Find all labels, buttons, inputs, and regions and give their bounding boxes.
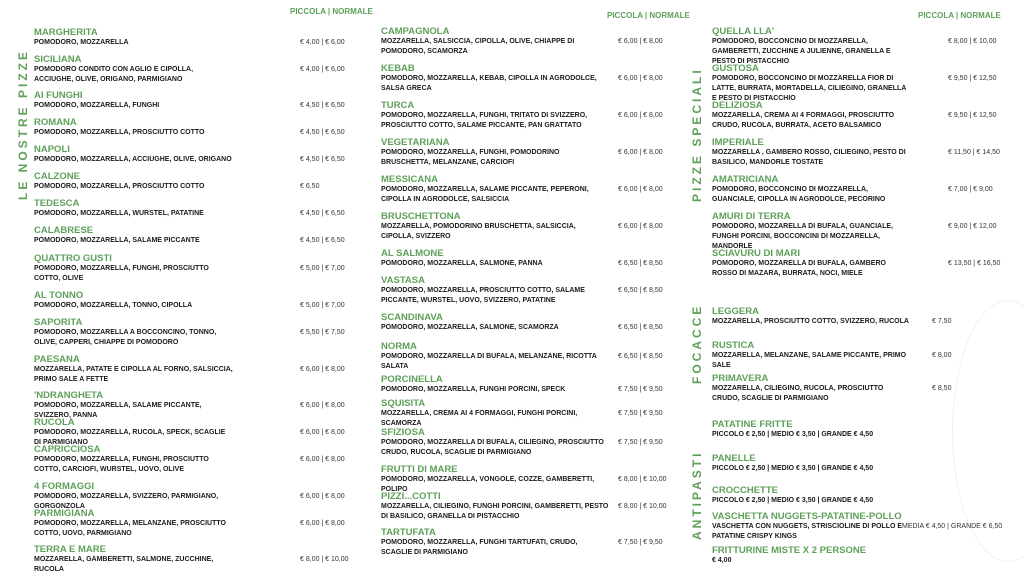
item-description: POMODORO, BOCCONCINO DI MOZZARELLA, GUANCIALE, CIPOLLA IN AGRODOLCE, PECORINO xyxy=(712,186,886,203)
item-description: PICCOLO € 2,50 | MEDIO € 3,50 | GRANDE € 4,50 xyxy=(712,431,874,438)
item-description: POMODORO, MOZZARELLA, FUNGHI, PROSCIUTTO COTTO, OLIVE xyxy=(34,265,209,282)
pizza-item xyxy=(34,90,234,111)
item-price: € 5,00 | € 7,00 xyxy=(300,265,345,272)
speciale-item xyxy=(712,63,912,104)
section-title-antipasti: ANTIPASTI xyxy=(690,450,704,540)
item-price: € 6,50 | € 8,50 xyxy=(618,353,663,360)
item-description: POMODORO, BOCCONCINO DI MOZZARELLA, GAMBERETTI, ZUCCHINE A JULIENNE, GRANELLA E PESTO DI PISTACCHIO xyxy=(712,38,891,65)
item-price: € 6,50 | € 8,50 xyxy=(618,287,663,294)
pizza-item xyxy=(34,198,234,219)
item-description: POMODORO, MOZZARELLA, FUNGHI PORCINI, SPECK xyxy=(381,386,566,393)
item-description: MOZZARELLA, PATATE E CIPOLLA AL FORNO, SALSICCIA, PRIMO SALE A FETTE xyxy=(34,366,233,383)
item-name: BRUSCHETTONA xyxy=(381,211,461,222)
item-price: € 9,00 | € 12,00 xyxy=(948,223,997,230)
item-price: € 4,00 | € 6,00 xyxy=(300,66,345,73)
item-price: € 5,00 | € 7,00 xyxy=(300,302,345,309)
item-description: POMODORO, MOZZARELLA, SALAME PICCANTE, SVIZZERO, PANNA xyxy=(34,402,202,419)
item-name: MESSICANA xyxy=(381,174,439,185)
item-name: FRITTURINE MISTE X 2 PERSONE xyxy=(712,545,867,556)
pizza-item xyxy=(34,290,234,311)
item-description: € 4,00 xyxy=(712,557,732,564)
item-name: SICILIANA xyxy=(34,54,82,65)
item-price: € 7,50 | € 9,50 xyxy=(618,410,663,417)
item-description: POMODORO, MOZZARELLA DI BUFALA, GAMBERO ROSSO DI MAZARA, BURRATA, NOCI, MIELE xyxy=(712,260,886,277)
item-price: € 6,00 | € 8,00 xyxy=(300,366,345,373)
item-price: € 7,50 | € 9,50 xyxy=(618,386,663,393)
item-name: PIZZI...COTTI xyxy=(381,491,441,502)
item-name: MARGHERITA xyxy=(34,27,98,38)
item-price: € 6,00 | € 8,00 xyxy=(618,112,663,119)
pizza-item xyxy=(381,341,609,372)
item-description: POMODORO, MOZZARELLA, FUNGHI, TRITATO DI SVIZZERO, PROSCIUTTO COTTO, SALAME PICCANTE, PAN GRATTATO xyxy=(381,112,588,129)
speciale-item xyxy=(712,100,912,131)
item-price: € 8,00 | € 10,00 xyxy=(300,556,349,563)
item-name: TURCA xyxy=(381,100,415,111)
item-description: MOZZARELLA , GAMBERO ROSSO, CILIEGINO, PESTO DI BASILICO, MANDORLE TOSTATE xyxy=(712,149,906,166)
pizza-item xyxy=(381,398,609,429)
item-name: TERRA E MARE xyxy=(34,544,106,555)
item-price: € 8,00 | € 10,00 xyxy=(948,38,997,45)
item-price: € 6,00 | € 8,00 xyxy=(618,75,663,82)
item-price: € 7,50 xyxy=(932,318,952,325)
pizza-item xyxy=(34,117,234,138)
item-description: POMODORO, MOZZARELLA, PROSCIUTTO COTTO, SALAME PICCANTE, WURSTEL, UOVO, SVIZZERO, PATATINE xyxy=(381,287,585,304)
item-description: MOZZARELLA, CILIEGINO, RUCOLA, PROSCIUTTO CRUDO, SCAGLIE DI PARMIGIANO xyxy=(712,385,884,402)
antipasto-item xyxy=(712,485,912,506)
item-name: LEGGERA xyxy=(712,306,759,317)
item-name: PARMIGIANA xyxy=(34,508,95,519)
section-title-focacce: FOCACCE xyxy=(690,303,704,384)
pizza-item xyxy=(381,491,609,522)
item-price: € 9,50 | € 12,50 xyxy=(948,112,997,119)
item-price: € 6,00 | € 8,00 xyxy=(618,38,663,45)
item-price: € 4,50 | € 6,50 xyxy=(300,102,345,109)
pizza-item xyxy=(381,312,609,333)
item-description: POMODORO, MOZZARELLA xyxy=(34,39,129,46)
item-description: MOZZARELLA, CREMA AI 4 FORMAGGI, FUNGHI PORCINI, SCAMORZA xyxy=(381,410,578,427)
pizza-item xyxy=(34,171,234,192)
item-description: POMODORO, MOZZARELLA, SVIZZERO, PARMIGIANO, GORGONZOLA xyxy=(34,493,219,510)
col2-price-header: PICCOLA | NORMALE xyxy=(607,11,690,20)
pizza-item xyxy=(381,174,609,205)
pizza-item xyxy=(381,374,609,395)
item-price: € 6,00 | € 8,00 xyxy=(300,520,345,527)
speciale-item xyxy=(712,248,912,279)
speciale-item xyxy=(712,211,912,252)
pizza-item xyxy=(34,27,234,48)
speciale-item xyxy=(712,174,912,205)
item-description: POMODORO, MOZZARELLA, RUCOLA, SPECK, SCAGLIE DI PARMIGIANO xyxy=(34,429,226,446)
item-description: POMODORO, BOCCONCINO DI MOZZARELLA FIOR DI LATTE, BURRATA, MORTADELLA, CILIEGINO, GRANELLA E PESTO DI PISTACCHIO xyxy=(712,75,907,102)
pizza-item xyxy=(381,137,609,168)
item-name: SCANDINAVA xyxy=(381,312,443,323)
item-name: GUSTOSA xyxy=(712,63,759,74)
item-description: POMODORO, MOZZARELLA, SALAME PICCANTE xyxy=(34,237,200,244)
antipasto-item xyxy=(712,511,912,542)
item-name: 'NDRANGHETA xyxy=(34,390,104,401)
item-description: POMODORO, MOZZARELLA A BOCCONCINO, TONNO, OLIVE, CAPPERI, CHIAPPE DI POMODORO xyxy=(34,329,217,346)
focaccia-item xyxy=(712,306,912,327)
pizza-item xyxy=(34,225,234,246)
col1-price-header: PICCOLA | NORMALE xyxy=(290,7,373,16)
item-price: € 6,50 xyxy=(300,183,320,190)
item-description: POMODORO, MOZZARELLA, SALAME PICCANTE, PEPERONI, CIPOLLA IN AGRODOLCE, SALSICCIA xyxy=(381,186,589,203)
pizza-item xyxy=(34,317,234,348)
pizza-item xyxy=(34,508,234,539)
item-description: MOZZARELLA, CREMA AI 4 FORMAGGI, PROSCIUTTO CRUDO, RUCOLA, BURRATA, ACETO BALSAMICO xyxy=(712,112,895,129)
section-title-pizze: LE NOSTRE PIZZE xyxy=(16,48,30,200)
antipasto-item xyxy=(712,545,912,566)
item-description: POMODORO, MOZZARELLA, FUNGHI xyxy=(34,102,160,109)
item-description: POMODORO, MOZZARELLA, FUNGHI, POMODORINO BRUSCHETTA, MELANZANE, CARCIOFI xyxy=(381,149,560,166)
pizza-item xyxy=(381,427,609,458)
item-name: VASCHETTA NUGGETS-PATATINE-POLLO xyxy=(712,511,902,522)
item-description: POMODORO, MOZZARELLA, PROSCIUTTO COTTO xyxy=(34,183,205,190)
pizza-item xyxy=(34,253,234,284)
item-description: POMODORO, MOZZARELLA, ACCIUGHE, OLIVE, ORIGANO xyxy=(34,156,232,163)
pizza-item xyxy=(34,354,234,385)
item-price: MEDIA € 4,50 | GRANDE € 6,50 xyxy=(902,523,1003,530)
pizza-item xyxy=(381,26,609,57)
item-name: PRIMAVERA xyxy=(712,373,769,384)
item-description: POMODORO CONDITO CON AGLIO E CIPOLLA, ACCIUGHE, OLIVE, ORIGANO, PARMIGIANO xyxy=(34,66,194,83)
pizza-item xyxy=(34,144,234,165)
item-description: PICCOLO € 2,50 | MEDIO € 3,50 | GRANDE € 4,50 xyxy=(712,465,874,472)
item-price: € 6,00 | € 8,00 xyxy=(618,186,663,193)
item-price: € 6,00 | € 8,00 xyxy=(300,402,345,409)
item-name: PATATINE FRITTE xyxy=(712,419,793,430)
item-name: AI FUNGHI xyxy=(34,90,83,101)
item-price: € 6,00 | € 8,00 xyxy=(300,456,345,463)
item-description: POMODORO, MOZZARELLA, KEBAB, CIPOLLA IN AGRODOLCE, SALSA GRECA xyxy=(381,75,597,92)
item-description: POMODORO, MOZZARELLA DI BUFALA, MELANZANE, RICOTTA SALATA xyxy=(381,353,597,370)
pizza-item xyxy=(381,248,609,269)
item-name: CALZONE xyxy=(34,171,80,182)
speciale-item xyxy=(712,26,912,67)
item-name: CAMPAGNOLA xyxy=(381,26,450,37)
col3-price-header: PICCOLA | NORMALE xyxy=(918,11,1001,20)
item-name: PAESANA xyxy=(34,354,80,365)
item-name: CROCCHETTE xyxy=(712,485,778,496)
pizza-item xyxy=(34,444,234,475)
item-name: AMATRICIANA xyxy=(712,174,779,185)
item-price: € 8,00 xyxy=(932,352,952,359)
pizza-item xyxy=(381,63,609,94)
item-description: POMODORO, MOZZARELLA, SALMONE, PANNA xyxy=(381,260,543,267)
item-name: SQUISITA xyxy=(381,398,426,409)
item-price: € 7,50 | € 9,50 xyxy=(618,539,663,546)
item-name: TARTUFATA xyxy=(381,527,436,538)
item-name: TEDESCA xyxy=(34,198,80,209)
item-name: KEBAB xyxy=(381,63,415,74)
item-name: 4 FORMAGGI xyxy=(34,481,95,492)
item-description: MOZZARELLA, POMODORINO BRUSCHETTA, SALSICCIA, CIPOLLA, SVIZZERO xyxy=(381,223,576,240)
item-description: POMODORO, MOZZARELLA DI BUFALA, CILIEGINO, PROSCIUTTO CRUDO, RUCOLA, SCAGLIE DI PARMIGIANO xyxy=(381,439,604,456)
item-description: MOZZARELLA, CILIEGINO, FUNGHI PORCINI, GAMBERETTI, PESTO DI BASILICO, GRANELLA DI PISTACCHIO xyxy=(381,503,609,520)
item-name: AL TONNO xyxy=(34,290,84,301)
item-description: POMODORO, MOZZARELLA, TONNO, CIPOLLA xyxy=(34,302,193,309)
item-name: PANELLE xyxy=(712,453,756,464)
item-description: PICCOLO € 2,50 | MEDIO € 3,50 | GRANDE € 4,50 xyxy=(712,497,874,504)
antipasto-item xyxy=(712,453,912,474)
item-name: AMURI DI TERRA xyxy=(712,211,791,222)
item-price: € 8,50 xyxy=(932,385,952,392)
item-name: CALABRESE xyxy=(34,225,94,236)
pizza-item xyxy=(34,54,234,85)
item-name: NORMA xyxy=(381,341,417,352)
item-price: € 8,00 | € 10,00 xyxy=(618,476,667,483)
antipasto-item xyxy=(712,419,912,440)
focaccia-item xyxy=(712,373,912,404)
item-price: € 6,00 | € 8,00 xyxy=(300,493,345,500)
pizza-item xyxy=(381,275,609,306)
item-name: FRUTTI DI MARE xyxy=(381,464,458,475)
pizza-item xyxy=(381,211,609,242)
item-description: POMODORO, MOZZARELLA, SALMONE, SCAMORZA xyxy=(381,324,559,331)
item-description: POMODORO, MOZZARELLA, MELANZANE, PROSCIUTTO COTTO, UOVO, PARMIGIANO xyxy=(34,520,226,537)
item-description: POMODORO, MOZZARELLA, VONGOLE, COZZE, GAMBERETTI, POLIPO xyxy=(381,476,595,493)
item-price: € 6,00 | € 8,00 xyxy=(618,223,663,230)
item-price: € 6,00 | € 8,00 xyxy=(618,149,663,156)
focaccia-item xyxy=(712,340,912,371)
item-name: IMPERIALE xyxy=(712,137,764,148)
item-description: POMODORO, MOZZARELLA, FUNGHI, PROSCIUTTO COTTO, CARCIOFI, WURSTEL, UOVO, OLIVE xyxy=(34,456,209,473)
item-name: VEGETARIANA xyxy=(381,137,450,148)
item-price: € 4,50 | € 6,50 xyxy=(300,237,345,244)
item-price: € 6,50 | € 8,50 xyxy=(618,260,663,267)
item-price: € 13,50 | € 16,50 xyxy=(948,260,1001,267)
item-price: € 11,50 | € 14,50 xyxy=(948,149,1000,156)
item-price: € 6,00 | € 8,00 xyxy=(300,429,345,436)
item-name: QUATTRO GUSTI xyxy=(34,253,112,264)
item-description: MOZZARELLA, MELANZANE, SALAME PICCANTE, PRIMO SALE xyxy=(712,352,907,369)
item-name: RUSTICA xyxy=(712,340,755,351)
item-price: € 4,50 | € 6,50 xyxy=(300,156,345,163)
item-price: € 4,50 | € 6,50 xyxy=(300,210,345,217)
pizza-item xyxy=(381,100,609,131)
item-price: € 6,50 | € 8,50 xyxy=(618,324,663,331)
item-name: SCIAVURU DI MARI xyxy=(712,248,800,259)
item-name: QUELLA LLA' xyxy=(712,26,775,37)
item-description: POMODORO, MOZZARELLA, PROSCIUTTO COTTO xyxy=(34,129,205,136)
item-name: SFIZIOSA xyxy=(381,427,425,438)
item-price: € 7,00 | € 9,00 xyxy=(948,186,993,193)
item-name: VASTASA xyxy=(381,275,425,286)
item-description: POMODORO, MOZZARELLA, FUNGHI TARTUFATI, CRUDO, SCAGLIE DI PARMIGIANO xyxy=(381,539,578,556)
item-price: € 7,50 | € 9,50 xyxy=(618,439,663,446)
item-description: MOZZARELLA, SALSICCIA, CIPOLLA, OLIVE, CHIAPPE DI POMODORO, SCAMORZA xyxy=(381,38,575,55)
item-price: € 4,00 | € 6,00 xyxy=(300,39,345,46)
item-name: SAPORITA xyxy=(34,317,83,328)
pizza-item xyxy=(381,527,609,558)
item-description: POMODORO, MOZZARELLA DI BUFALA, GUANCIALE, FUNGHI PORCINI, BOCCONCINI DI MOZZARELLA, MANDORLE xyxy=(712,223,893,250)
item-name: NAPOLI xyxy=(34,144,70,155)
item-name: DELIZIOSA xyxy=(712,100,763,111)
item-name: ROMANA xyxy=(34,117,77,128)
item-description: VASCHETTA CON NUGGETS, STRISCIOLINE DI POLLO E PATATINE CRISPY KINGS xyxy=(712,523,903,540)
item-price: € 8,00 | € 10,00 xyxy=(618,503,667,510)
item-description: POMODORO, MOZZARELLA, WURSTEL, PATATINE xyxy=(34,210,204,217)
item-price: € 9,50 | € 12,50 xyxy=(948,75,997,82)
section-title-speciali: PIZZE SPECIALI xyxy=(690,67,704,202)
item-price: € 4,50 | € 6,50 xyxy=(300,129,345,136)
item-price: € 5,50 | € 7,50 xyxy=(300,329,345,336)
item-name: RUCOLA xyxy=(34,417,75,428)
item-description: MOZZARELLA, PROSCIUTTO COTTO, SVIZZERO, RUCOLA xyxy=(712,318,909,325)
pizza-item xyxy=(34,544,234,575)
speciale-item xyxy=(712,137,912,168)
item-name: PORCINELLA xyxy=(381,374,443,385)
item-name: AL SALMONE xyxy=(381,248,444,259)
item-description: MOZZARELLA, GAMBERETTI, SALMONE, ZUCCHINE, RUCOLA xyxy=(34,556,214,573)
item-name: CAPRICCIOSA xyxy=(34,444,101,455)
